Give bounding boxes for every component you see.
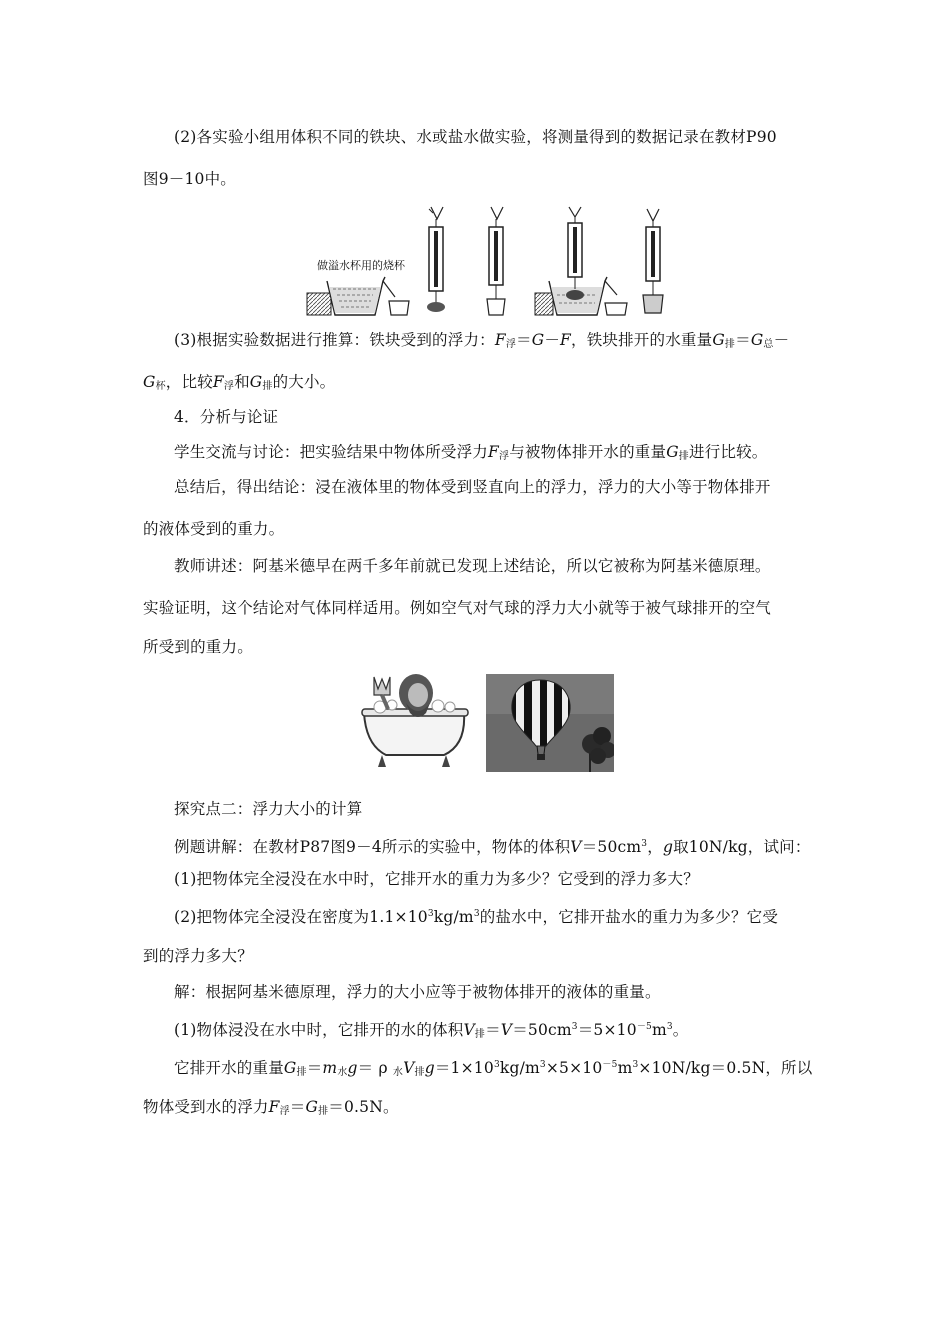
archimedes-bathtub-image [360, 673, 472, 773]
example-paragraph: 例题讲解：在教材P87图9－4所示的实验中，物体的体积$V=50cm^3$，g取10N/kg，试问： [174, 838, 811, 856]
spring-scale-4-icon [643, 209, 663, 313]
spring-scale-3-icon [566, 207, 584, 300]
paragraph-2-line-1: (2)各实验小组用体积不同的铁块、水或盐水做实验，将测量得到的数据记录在教材P90 [174, 128, 777, 146]
paragraph-3-line-2: $G_杯$，比较$F_浮$和$G_排$的大小。 [143, 373, 336, 392]
teacher-line-2: 实验证明，这个结论对气体同样适用。例如空气对气球的浮力大小就等于被气球排开的空气 [143, 599, 772, 617]
question-1: (1)把物体完全浸没在水中时，它排开水的重力为多少？它受到的浮力多大？ [174, 870, 699, 888]
section-4-heading: 4．分析与论证 [174, 408, 279, 426]
solution-step-1: (1)物体浸没在水中时，它排开的水的体积$V_排=V=50cm^3=5\times 10^{-5}m^3$。 [174, 1021, 689, 1040]
solution-step-2-line-2: 物体受到水的浮力$F_浮=G_排=0.5N$。 [143, 1098, 399, 1117]
hot-air-balloon-image [486, 674, 614, 772]
solution-step-2-line-1: 它排开水的重量$G_排=m_水g= \rho$ $_水V_排g=1\times 10^3kg/m^3\times 5\times 10^{-5}m^3\times 10N/kg=0.5N$，所以 [174, 1059, 813, 1078]
summary-line-1: 总结后，得出结论：浸在液体里的物体受到竖直向上的浮力，浮力的大小等于物体排开 [174, 478, 771, 496]
spring-scale-1-icon [427, 207, 445, 312]
spring-scale-experiment-figure [305, 205, 685, 317]
summary-line-2: 的液体受到的重力。 [143, 520, 285, 538]
solution-intro: 解：根据阿基米德原理，浮力的大小应等于被物体排开的液体的重量。 [174, 983, 661, 1001]
point-2-heading: 探究点二：浮力大小的计算 [174, 800, 363, 818]
question-2-line-1: (2)把物体完全浸没在密度为$1.1\times 10^3kg/m^3$的盐水中，它排开盐水的重力为多少？它受 [174, 908, 779, 926]
teacher-line-3: 所受到的重力。 [143, 638, 253, 656]
overflow-cup-icon [307, 277, 409, 315]
paragraph-2-line-2: 图9－10中。 [143, 170, 236, 188]
paragraph-3-line-1: (3)根据实验数据进行推算：铁块受到的浮力：$F_浮=G-F$，铁块排开的水重量$G_排=G_总-$ [174, 331, 790, 350]
overflow-beaker-label: 做溢水杯用的烧杯 [317, 259, 405, 272]
discussion-paragraph: 学生交流与讨论：把实验结果中物体所受浮力$F_浮$与被物体排开水的重量$G_排$进行比较。 [174, 443, 768, 462]
teacher-line-1: 教师讲述：阿基米德早在两千多年前就已发现上述结论，所以它被称为阿基米德原理。 [174, 557, 771, 575]
spring-scale-2-icon [487, 207, 505, 315]
question-2-line-2: 到的浮力多大？ [143, 947, 253, 965]
